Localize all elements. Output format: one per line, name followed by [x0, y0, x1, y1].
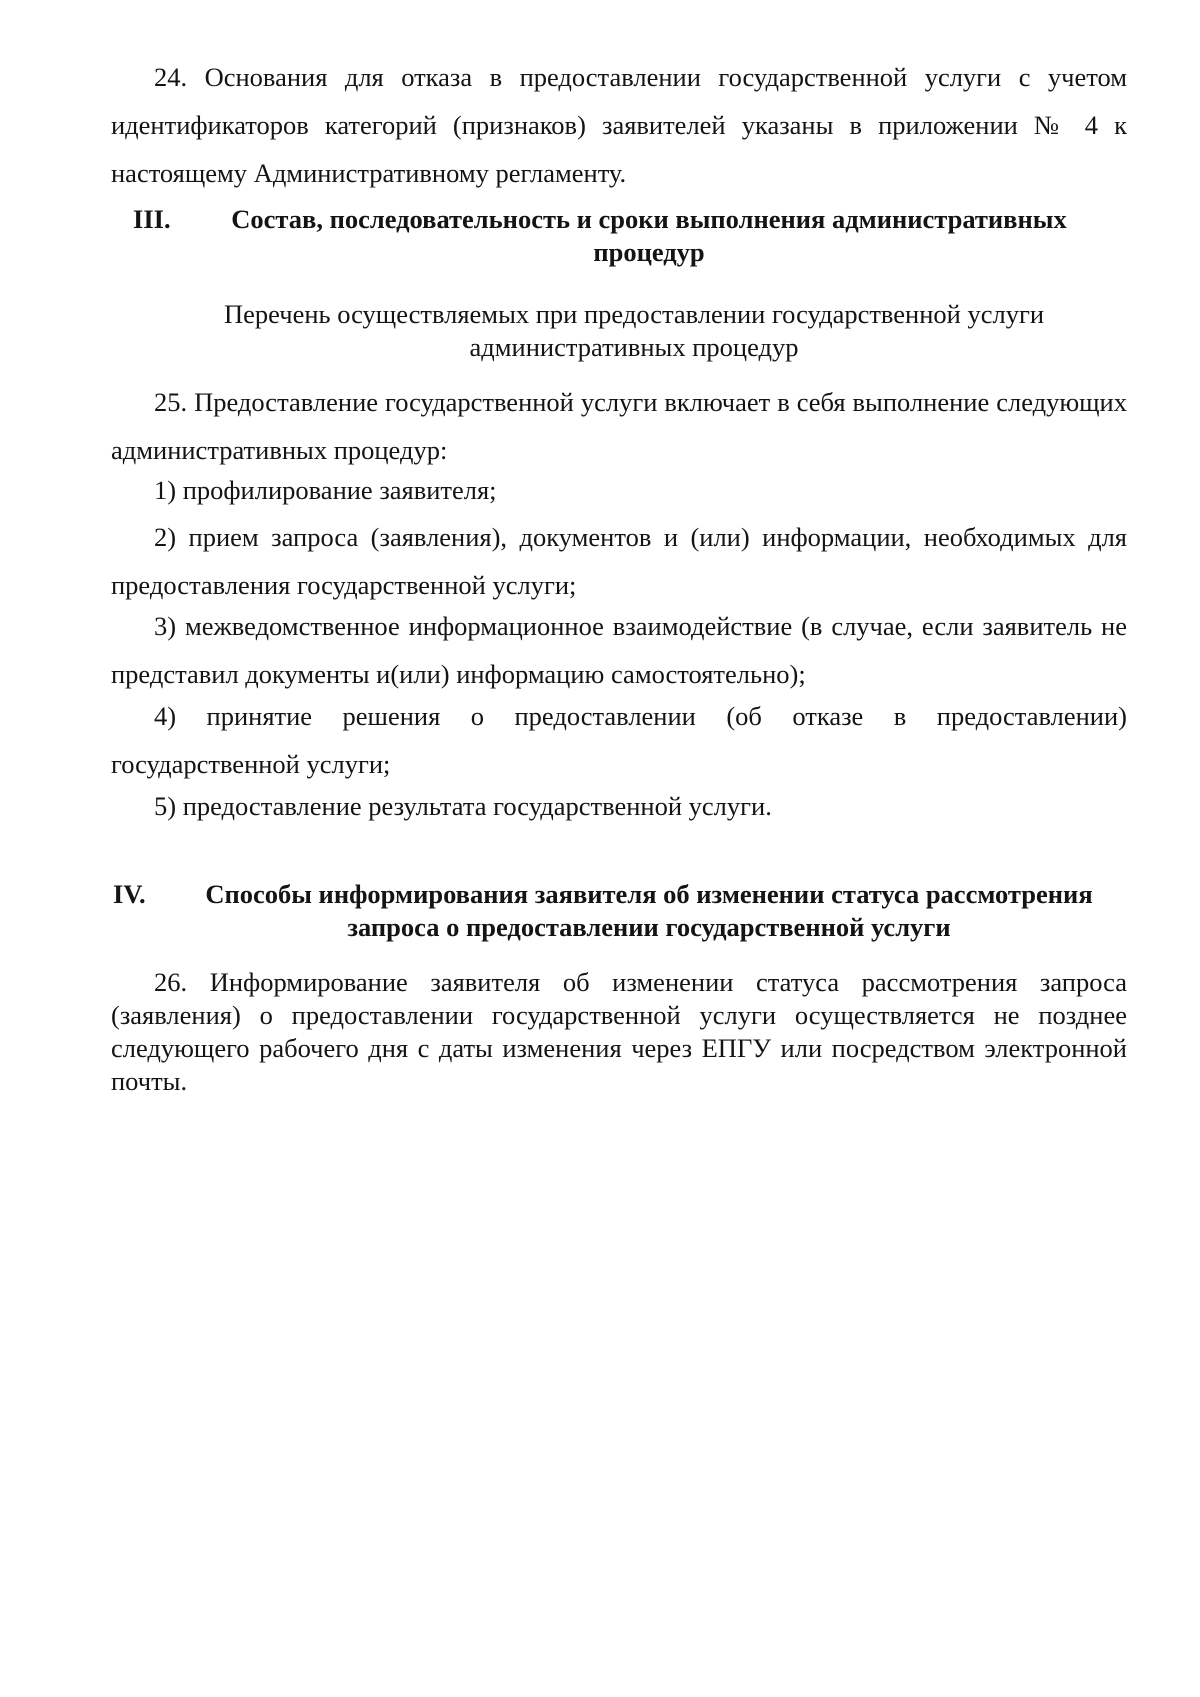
section-3-number: III.	[133, 204, 171, 234]
procedure-item-3: 3) межведомственное информационное взаимодействие (в случае, если заявитель не представил документы и(или) информацию самостоятельно);	[111, 611, 1127, 689]
section-4-heading	[111, 878, 1127, 944]
paragraph-24: 24. Основания для отказа в предоставлении государственной услуги с учетом идентификаторов категорий (признаков) заявителей указаны в приложении № 4 к настоящему Административному регламенту.	[111, 62, 1127, 188]
paragraph-25-intro: 25. Предоставление государственной услуги включает в себя выполнение следующих административных процедур:	[111, 387, 1127, 465]
procedure-item-4: 4) принятие решения о предоставлении (об отказе в предоставлении) государственной услуги;	[111, 701, 1127, 779]
section-3-heading	[111, 203, 1127, 269]
procedure-item-5: 5) предоставление результата государственной услуги.	[154, 791, 772, 821]
procedure-item-2: 2) прием запроса (заявления), документов и (или) информации, необходимых для предоставления государственной услуги;	[111, 522, 1127, 600]
procedure-item-1: 1) профилирование заявителя;	[154, 475, 497, 505]
section-4-number: IV.	[113, 879, 146, 909]
paragraph-26: 26. Информирование заявителя об изменении статуса рассмотрения запроса (заявления) о предоставлении государственной услуги осуществляется не позднее следующего рабочего дня с даты изменения через ЕПГУ или посредством электронной почты.	[111, 967, 1127, 1096]
section-4-title: Способы информирования заявителя об изменении статуса рассмотрения запроса о предоставлении государственной услуги	[205, 879, 1093, 942]
section-3-subheading: Перечень осуществляемых при предоставлении государственной услуги административных процедур	[223, 299, 1044, 362]
section-3-title: Состав, последовательность и сроки выполнения административных процедур	[231, 204, 1067, 267]
